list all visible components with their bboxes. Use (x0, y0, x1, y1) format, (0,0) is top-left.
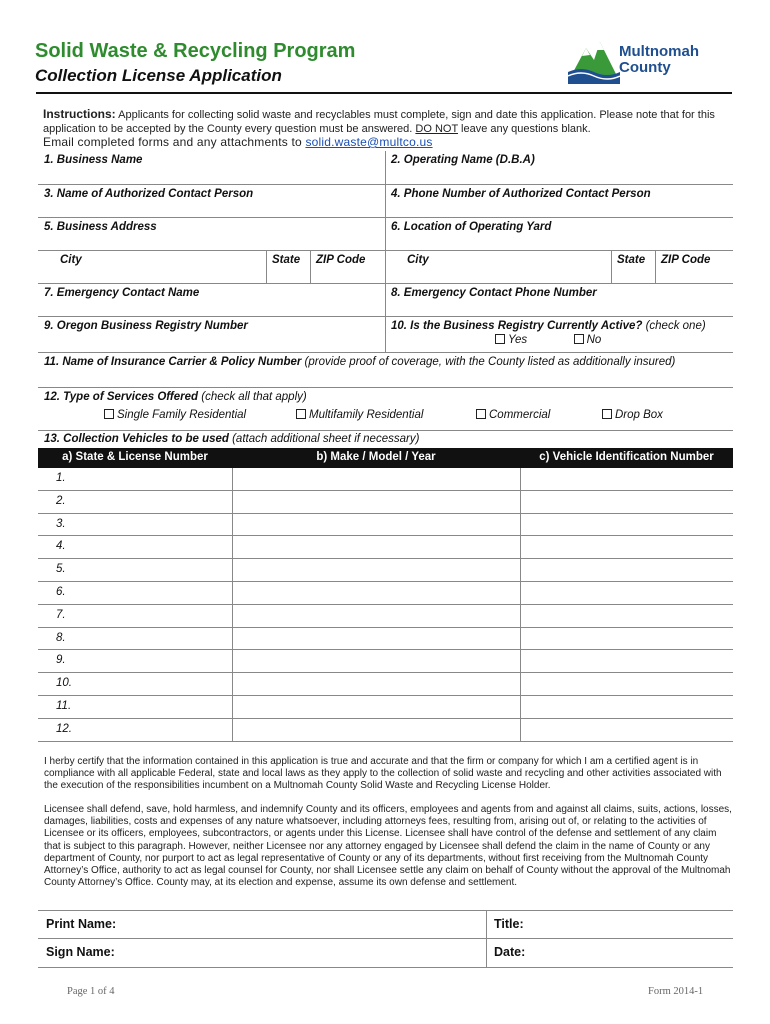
authorized-phone-field[interactable]: 4. Phone Number of Authorized Contact Person (391, 188, 651, 200)
form-row-9 (38, 317, 733, 353)
vehicle-row[interactable] (38, 605, 733, 628)
vehicle-row[interactable] (38, 673, 733, 696)
vehicle-row[interactable] (38, 582, 733, 605)
instructions-email-prefix: Email completed forms and any attachments to (43, 135, 306, 149)
vehicle-row-number: 5. (56, 563, 66, 576)
county-logo (568, 38, 708, 86)
vehicles-table (38, 448, 733, 742)
yard-city-field[interactable]: City (407, 254, 429, 266)
instructions-block (43, 108, 723, 150)
vehicle-row[interactable] (38, 650, 733, 673)
instructions-text-1: Applicants for collecting solid waste and recyclables must complete, sign and date this application. Please note that for this application to be accepted by the County every question must be answered. (43, 109, 715, 135)
form-row-12 (38, 388, 733, 430)
business-registry-number-field[interactable]: 9. Oregon Business Registry Number (44, 320, 248, 332)
form-row-3 (38, 185, 733, 218)
indemnification-paragraph: Licensee shall defend, save, hold harmless, and indemnify County and its officers, employees and agents from and against all claims, suits, actions, losses, damages, liabilities, costs and expenses of any nature whatsoever, including attorneys fees, resulting from, arising out of, or relating to the activities of Licensee or its officers, employees, subcontractors, or agents under this License. Licensee shall have control of the defense and settlement of any claim that is subject to this paragraph. However, neither Licensee nor any attorney engaged by Licensee shall defend the claim in the name of County or any department of County, nor purport to act as legal representative of County or any of its departments, without first receiving from the Multnomah County Attorney’s Office, authority to act as legal counsel for County, nor shall Licensee settle any claim on behalf of County without the approval of the Multnomah County Attorney’s Office. County may, at its election and expense, assume its own defense and settlement. (44, 804, 732, 889)
vehicle-row-number: 11. (56, 699, 72, 712)
program-title: Solid Waste & Recycling Program (35, 40, 356, 62)
single-family-label: Single Family Residential (117, 409, 247, 421)
form-number: Form 2014-1 (648, 986, 704, 997)
print-name-field[interactable]: Print Name: (46, 917, 117, 931)
page-number: Page 1 of 4 (67, 986, 115, 997)
vehicle-row[interactable] (38, 491, 733, 514)
mountain-logo-icon (568, 38, 620, 84)
emergency-contact-field[interactable]: 7. Emergency Contact Name (44, 287, 200, 299)
form-row-7 (38, 284, 733, 317)
services-offered-question: 12. Type of Services Offered (check all that apply) (44, 391, 307, 403)
vehicle-row-number: 9. (56, 654, 66, 667)
insurance-field[interactable]: 11. Name of Insurance Carrier & Policy Number (provide proof of coverage, with the County listed as additionally insured) (44, 356, 676, 368)
instructions-text-2: leave any questions blank. (457, 122, 591, 135)
drop-box-label: Drop Box (615, 409, 663, 421)
authorized-contact-field[interactable]: 3. Name of Authorized Contact Person (44, 188, 254, 200)
certification-paragraph: I herby certify that the information contained in this application is true and accurate and that the firm or company for which I am a certified agent is in compliance with all applicable Federal, state and local laws as they apply to the collection of solid waste and recycling and other activities associated with the execution of the responsibilities incumbent on a Multnomah County Solid Waste and Recycling License Holder. (44, 756, 722, 792)
business-state-field[interactable]: State (272, 254, 301, 266)
vehicle-row-number: 1. (56, 472, 66, 484)
col-state-license: a) State & License Number (62, 451, 208, 463)
form-row-11 (38, 353, 733, 388)
operating-yard-field[interactable]: 6. Location of Operating Yard (391, 221, 552, 233)
yard-state-field[interactable]: State (617, 254, 646, 266)
vehicle-row[interactable] (38, 696, 733, 719)
email-link[interactable]: solid.waste@multco.us (305, 135, 433, 149)
vehicle-row-number: 10. (56, 677, 72, 690)
business-city-field[interactable]: City (60, 254, 82, 266)
commercial-checkbox[interactable] (476, 409, 486, 419)
form-row-5 (38, 218, 733, 251)
date-field[interactable]: Date: (494, 945, 526, 959)
vehicle-row-number: 4. (56, 540, 66, 553)
yes-label: Yes (508, 334, 528, 346)
form-row-1 (38, 151, 733, 185)
vehicle-row-number: 6. (56, 585, 66, 598)
registry-active-question: 10. Is the Business Registry Currently Active? (check one) Yes No (391, 320, 706, 346)
instructions-do-not: DO NOT (415, 122, 458, 135)
vehicle-row[interactable] (38, 468, 733, 491)
vehicle-row[interactable] (38, 559, 733, 582)
single-family-checkbox[interactable] (104, 409, 114, 419)
vehicle-row[interactable] (38, 536, 733, 559)
vehicle-row[interactable] (38, 514, 733, 537)
col-make-model-year: b) Make / Model / Year (316, 451, 436, 463)
business-zip-field[interactable]: ZIP Code (316, 254, 366, 266)
form-row-city (38, 251, 733, 284)
vehicle-row-number: 7. (56, 608, 66, 621)
commercial-label: Commercial (489, 409, 551, 421)
emergency-phone-field[interactable]: 8. Emergency Contact Phone Number (391, 287, 597, 299)
yes-checkbox[interactable] (495, 334, 505, 344)
yard-zip-field[interactable]: ZIP Code (661, 254, 711, 266)
operating-name-field[interactable]: 2. Operating Name (D.B.A) (391, 154, 535, 166)
vehicles-question: 13. Collection Vehicles to be used (attach additional sheet if necessary) (38, 430, 733, 446)
business-name-field[interactable]: 1. Business Name (44, 154, 143, 166)
multifamily-checkbox[interactable] (296, 409, 306, 419)
multifamily-label: Multifamily Residential (309, 409, 424, 421)
vehicle-row-number: 3. (56, 517, 66, 530)
vehicles-table-header (38, 448, 733, 468)
application-form (38, 151, 733, 446)
title-field[interactable]: Title: (494, 917, 524, 931)
form-subtitle: Collection License Application (35, 66, 282, 85)
vehicles-table-body (38, 468, 733, 742)
header-divider (36, 92, 732, 94)
vehicle-row-number: 12. (56, 722, 72, 735)
no-checkbox[interactable] (574, 334, 584, 344)
logo-text-county: County (619, 59, 671, 76)
no-label: No (586, 334, 602, 346)
col-vin: c) Vehicle Identification Number (539, 451, 714, 463)
instructions-label: Instructions: (43, 107, 116, 121)
vehicle-row-number: 2. (56, 494, 66, 507)
vehicle-row-number: 8. (56, 631, 66, 644)
sign-name-field[interactable]: Sign Name: (46, 945, 115, 959)
vehicle-row[interactable] (38, 628, 733, 651)
logo-text-multnomah: Multnomah (619, 43, 699, 60)
business-address-field[interactable]: 5. Business Address (44, 221, 157, 233)
vehicle-row[interactable] (38, 719, 733, 742)
drop-box-checkbox[interactable] (602, 409, 612, 419)
